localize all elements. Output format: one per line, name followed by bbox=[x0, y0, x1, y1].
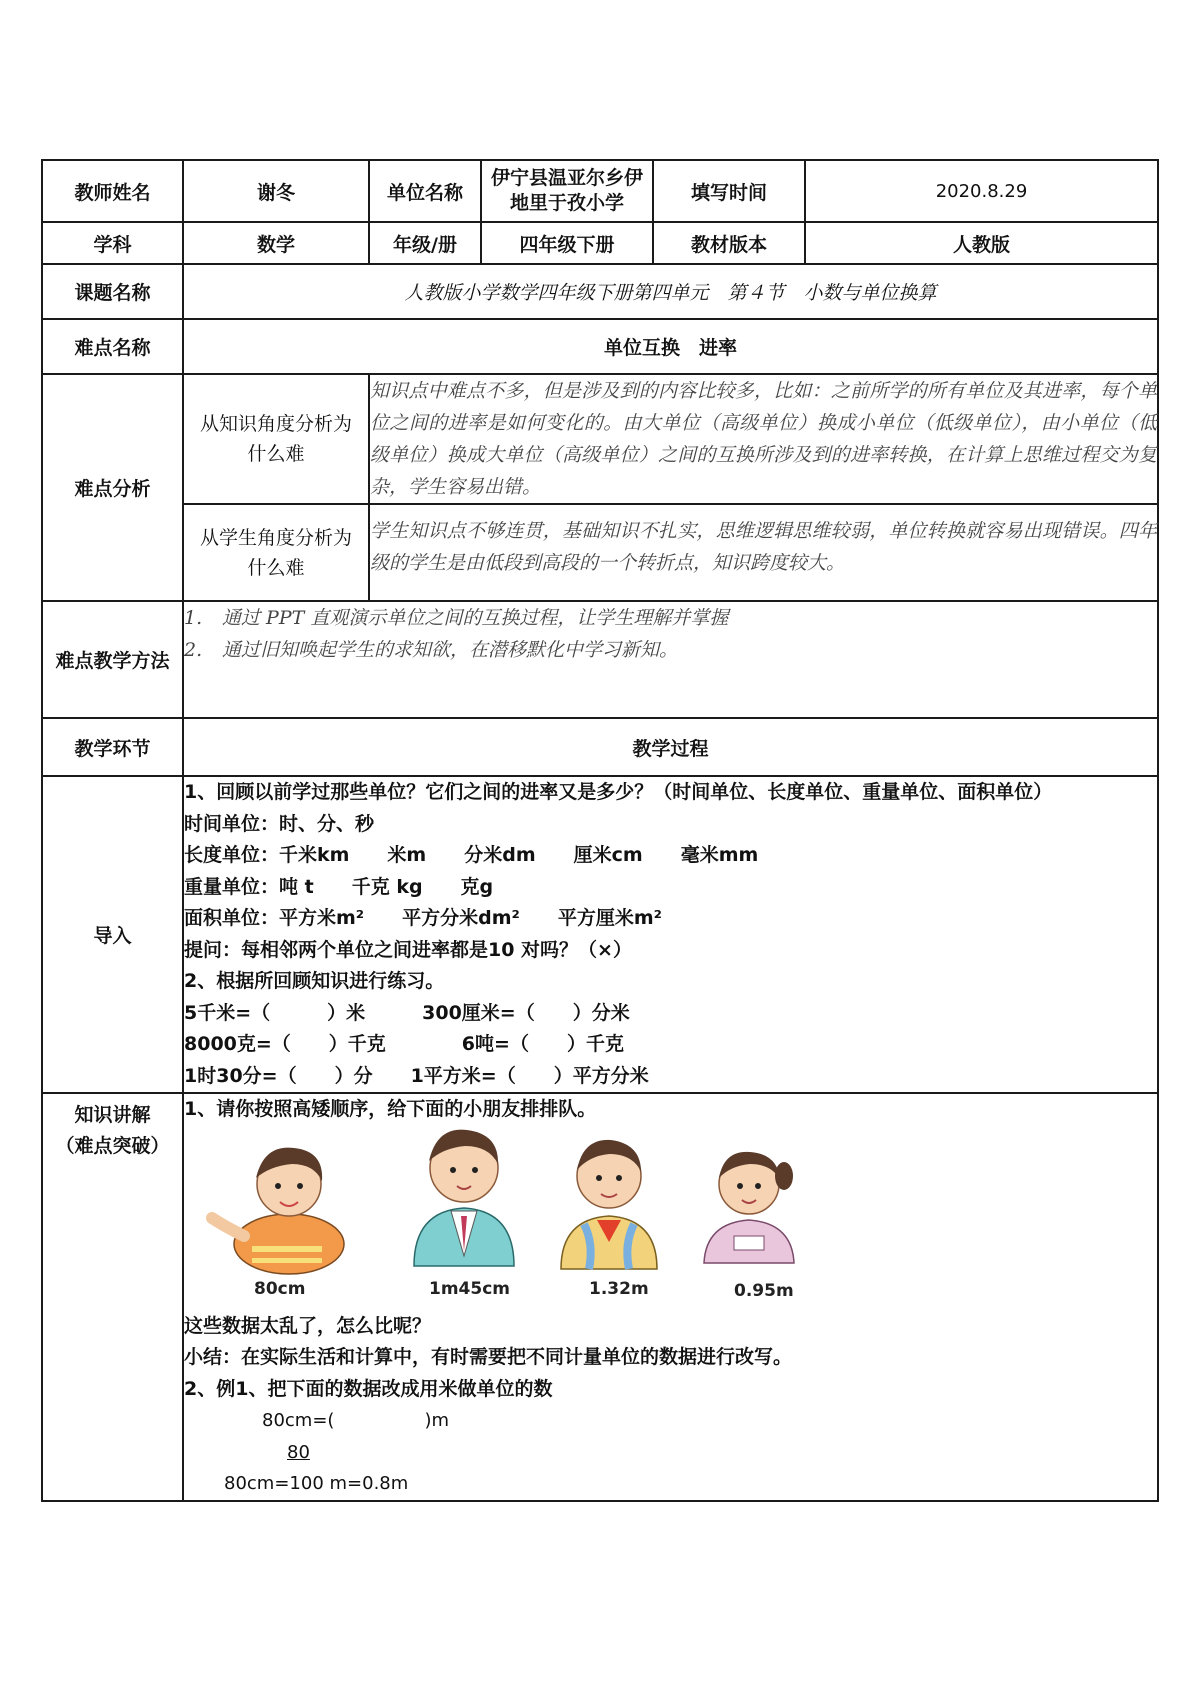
lecture-line: 这些数据太乱了，怎么比呢？ bbox=[184, 1314, 432, 1337]
knowledge-angle-label bbox=[183, 374, 369, 504]
unit-name-line2: 地里于孜小学 bbox=[509, 192, 624, 214]
stage-label: 教学环节 bbox=[42, 718, 183, 776]
analysis-student-row bbox=[42, 504, 1158, 601]
difficulty-label: 难点名称 bbox=[42, 319, 183, 374]
lesson-plan-table bbox=[41, 159, 1159, 1502]
kid-3-height: 1.32m bbox=[589, 1278, 649, 1299]
student-analysis-text: 学生知识点不够连贯，基础知识不扎实，思维逻辑思维较弱，单位转换就容易出现错误。四年级的学生是由低段到高段的一个转折点，知识跨度较大。 bbox=[369, 504, 1158, 601]
method-item-text: 通过 PPT 直观演示单位之间的互换过程，让学生理解并掌握 bbox=[222, 607, 729, 629]
lecture-label-line1: 知识讲解 bbox=[74, 1104, 151, 1126]
method-item-text: 通过旧知唤起学生的求知欲，在潜移默化中学习新知。 bbox=[222, 639, 679, 661]
method-item bbox=[184, 602, 1157, 634]
method-list bbox=[183, 601, 1158, 718]
kids-illustration bbox=[184, 1126, 1157, 1311]
method-label: 难点教学方法 bbox=[42, 601, 183, 718]
kid-2-height: 1m45cm bbox=[429, 1278, 510, 1299]
intro-content bbox=[183, 776, 1158, 1093]
kid-1-height: 80cm bbox=[254, 1278, 306, 1299]
analysis-knowledge-row bbox=[42, 374, 1158, 504]
date-label: 填写时间 bbox=[653, 160, 805, 222]
intro-line: 1时30分=（ ）分 1平方米=（ ）平方分米 bbox=[184, 1064, 649, 1087]
intro-line: 重量单位：吨 t 千克 kg 克g bbox=[184, 875, 494, 898]
topic-row bbox=[42, 264, 1158, 319]
kid-1-image bbox=[204, 1126, 364, 1276]
method-item-num: 2. bbox=[184, 639, 203, 661]
intro-line: 提问：每相邻两个单位之间进率都是10 对吗？（×） bbox=[184, 938, 632, 961]
intro-line: 1、回顾以前学过那些单位？它们之间的进率又是多少？（时间单位、长度单位、重量单位、面积单位） bbox=[184, 781, 1053, 803]
knowledge-analysis-text: 知识点中难点不多，但是涉及到的内容比较多，比如：之前所学的所有单位及其进率，每个单位之间的进率是如何变化的。由大单位（高级单位）换成小单位（低级单位），由小单位（低级单位）换成大单位（高级单位）之间的互换所涉及到的进率转换，在计算上思维过程交为复杂，学生容易出错。 bbox=[369, 374, 1158, 504]
lecture-label bbox=[42, 1093, 183, 1501]
edition-label: 教材版本 bbox=[653, 222, 805, 264]
intro-label: 导入 bbox=[42, 776, 183, 1093]
intro-line: 长度单位：千米km 米m 分米dm 厘米cm 毫米mm bbox=[184, 844, 759, 866]
kid-2-image bbox=[399, 1116, 529, 1276]
date-value: 2020.8.29 bbox=[805, 160, 1158, 222]
student-angle-line2: 什么难 bbox=[247, 556, 305, 579]
analysis-label: 难点分析 bbox=[42, 374, 183, 601]
subject-label: 学科 bbox=[42, 222, 183, 264]
lecture-content bbox=[183, 1093, 1158, 1501]
example-equation-1: 80cm=( )m bbox=[262, 1410, 449, 1431]
edition-value: 人教版 bbox=[805, 222, 1158, 264]
topic-value: 人教版小学数学四年级下册第四单元 第４节 小数与单位换算 bbox=[183, 264, 1158, 319]
intro-line: 面积单位：平方米m² 平方分米dm² 平方厘米m² bbox=[184, 907, 662, 929]
knowledge-angle-line1: 从知识角度分析为 bbox=[199, 413, 352, 435]
student-angle-label bbox=[183, 504, 369, 601]
teacher-name: 谢冬 bbox=[183, 160, 369, 222]
student-angle-line1: 从学生角度分析为 bbox=[199, 526, 352, 549]
intro-row bbox=[42, 776, 1158, 1093]
intro-line: 2、根据所回顾知识进行练习。 bbox=[184, 970, 445, 992]
unit-name-line1: 伊宁县温亚尔乡伊 bbox=[490, 167, 643, 189]
topic-label: 课题名称 bbox=[42, 264, 183, 319]
intro-line: 8000克=（ ）千克 6吨=（ ）千克 bbox=[184, 1033, 624, 1055]
lecture-label-line2: （难点突破） bbox=[55, 1135, 170, 1157]
lecture-row bbox=[42, 1093, 1158, 1501]
difficulty-value: 单位互换 进率 bbox=[183, 319, 1158, 374]
example-fraction-numerator: 80 bbox=[287, 1441, 310, 1463]
example-equation-2: 80cm=100 m=0.8m bbox=[224, 1473, 409, 1494]
kid-4-image bbox=[694, 1138, 804, 1268]
unit-name bbox=[481, 160, 653, 222]
header-row-2 bbox=[42, 222, 1158, 264]
knowledge-angle-line2: 什么难 bbox=[247, 443, 305, 465]
kid-4-height: 0.95m bbox=[734, 1280, 794, 1301]
method-item bbox=[184, 634, 1157, 666]
lecture-line: 小结：在实际生活和计算中，有时需要把不同计量单位的数据进行改写。 bbox=[184, 1346, 793, 1368]
lecture-line: 2、例1、把下面的数据改成用米做单位的数 bbox=[184, 1377, 553, 1400]
process-label: 教学过程 bbox=[183, 718, 1158, 776]
method-row bbox=[42, 601, 1158, 718]
header-row-1 bbox=[42, 160, 1158, 222]
subject-value: 数学 bbox=[183, 222, 369, 264]
grade-value: 四年级下册 bbox=[481, 222, 653, 264]
teacher-label: 教师姓名 bbox=[42, 160, 183, 222]
lecture-question-1: 1、请你按照高矮顺序，给下面的小朋友排排队。 bbox=[184, 1098, 597, 1120]
unit-label: 单位名称 bbox=[369, 160, 481, 222]
kid-3-image bbox=[549, 1124, 669, 1274]
method-item-num: 1. bbox=[184, 607, 203, 629]
difficulty-row bbox=[42, 319, 1158, 374]
grade-label: 年级/册 bbox=[369, 222, 481, 264]
intro-line: 5千米=（ ）米 300厘米=（ ）分米 bbox=[184, 1001, 630, 1024]
process-header-row bbox=[42, 718, 1158, 776]
intro-line: 时间单位：时、分、秒 bbox=[184, 812, 375, 835]
